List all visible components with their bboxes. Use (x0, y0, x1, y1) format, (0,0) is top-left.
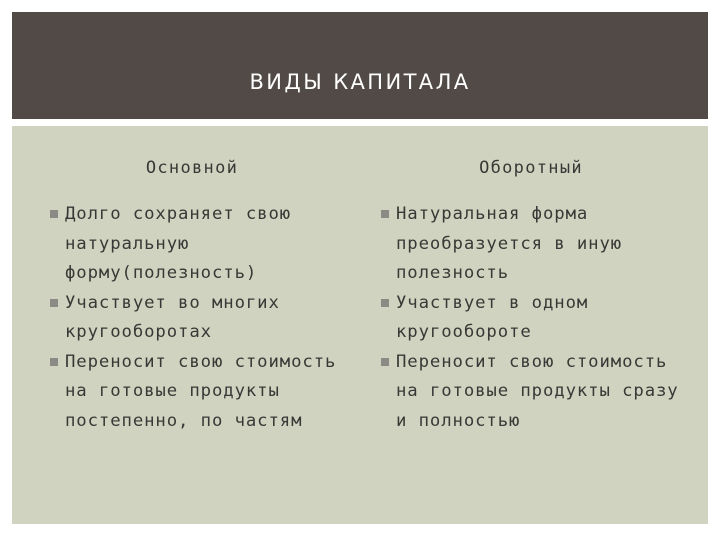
square-bullet-icon (381, 358, 389, 366)
square-bullet-icon (50, 358, 58, 366)
list-item (381, 289, 681, 348)
list-item-text: Участвует во многих кругооборотах (65, 292, 280, 342)
list-item (50, 348, 350, 437)
column-header-fixed: Основной (145, 158, 239, 178)
content-panel (12, 126, 708, 524)
column-header-working: Оборотный (479, 158, 583, 178)
list-item-text: Участвует в одном кругообороте (396, 292, 589, 342)
bullet-list-working (381, 200, 681, 436)
column-fixed-capital (50, 126, 350, 524)
square-bullet-icon (381, 210, 389, 218)
list-item (381, 348, 681, 437)
list-item (381, 200, 681, 289)
page-title: ВИДЫ КАПИТАЛА (249, 70, 471, 94)
list-item (50, 200, 350, 289)
list-item-text: Долго сохраняет свою натуральную форму(полезность) (65, 204, 292, 283)
square-bullet-icon (381, 299, 389, 307)
bullet-list-fixed (50, 200, 350, 436)
column-working-capital (381, 126, 681, 524)
list-item-text: Переносит свою стоимость на готовые продукты постепенно, по частям (65, 351, 337, 431)
list-item-text: Переносит свою стоимость на готовые продукты сразу и полностью (396, 351, 679, 431)
square-bullet-icon (50, 299, 58, 307)
list-item-text: Натуральная форма преобразуется в иную полезность (396, 204, 623, 283)
title-bar (12, 12, 708, 119)
square-bullet-icon (50, 210, 58, 218)
list-item (50, 289, 350, 348)
